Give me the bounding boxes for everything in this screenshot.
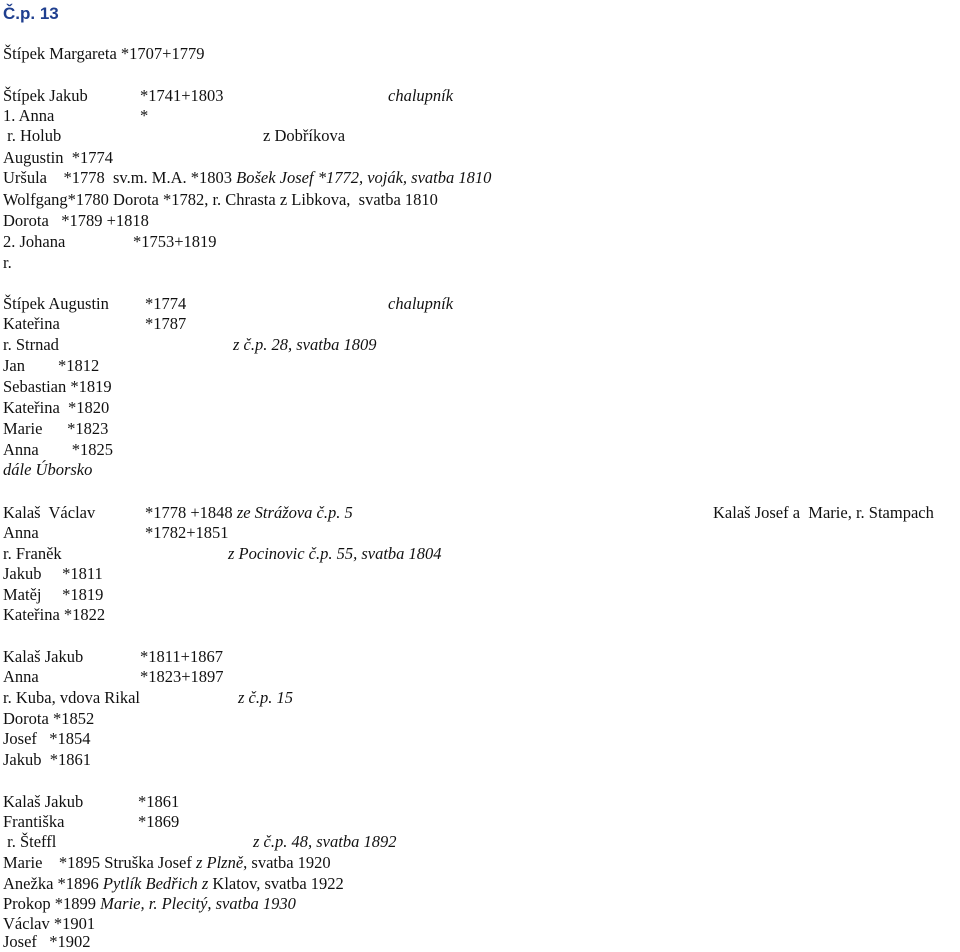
vaclav-parents: Kalaš Josef a Marie, r. Stampach	[713, 503, 934, 522]
wife-maiden: r. Strnad	[3, 335, 59, 354]
wife1-name: 1. Anna	[3, 106, 55, 125]
jakub-name: Kalaš Jakub	[3, 647, 84, 666]
augustin-occupation: chalupník	[388, 294, 454, 313]
line-margareta: Štípek Margareta *1707+1779	[3, 44, 205, 63]
child-augustin: Augustin *1774	[3, 148, 114, 167]
vaclav-name: Kalaš Václav	[3, 503, 96, 522]
wife-maiden: r. Šteffl	[3, 832, 57, 851]
wife2-name: 2. Johana	[3, 232, 66, 251]
child-dorota: Dorota *1789 +1818	[3, 211, 149, 230]
child-prokop: Prokop *1899 Marie, r. Plecitý, svatba 1930	[3, 894, 296, 913]
wife-origin: z č.p. 48, svatba 1892	[253, 832, 397, 851]
vaclav-dates-origin: *1778 +1848 ze Strážova č.p. 5	[145, 503, 353, 522]
child-josef: Josef *1902	[3, 932, 91, 951]
child-ursula: Uršula *1778 sv.m. M.A. *1803 Bošek Josef *1772, voják, svatba 1810	[3, 168, 492, 187]
wife-name: Anna	[3, 523, 39, 542]
augustin-dates: *1774	[145, 294, 187, 313]
wife1-origin: z Dobříkova	[263, 126, 346, 145]
child-anna: Anna *1825	[3, 440, 113, 459]
wife-name: Františka	[3, 812, 65, 831]
jakub-occupation: chalupník	[388, 86, 454, 105]
child-sebastian: Sebastian *1819	[3, 377, 112, 396]
jakub-dates: *1861	[138, 792, 180, 811]
child-jan: Jan *1812	[3, 356, 100, 375]
wife-origin: z č.p. 15	[238, 688, 293, 707]
child-marie: Marie *1895 Struška Josef z Plzně, svatba 1920	[3, 853, 331, 872]
child-marie: Marie *1823	[3, 419, 109, 438]
child-matej: Matěj *1819	[3, 585, 104, 604]
wife-dates: *1823+1897	[140, 667, 224, 686]
wife1-maiden: r. Holub	[3, 126, 62, 145]
wife-origin: z Pocinovic č.p. 55, svatba 1804	[228, 544, 442, 563]
continuation-note: dále Úborsko	[3, 460, 93, 479]
jakub-dates: *1811+1867	[140, 647, 223, 666]
wife-name: Kateřina	[3, 314, 60, 333]
child-vaclav: Václav *1901	[3, 914, 96, 933]
jakub-name: Kalaš Jakub	[3, 792, 84, 811]
wife-dates: *1782+1851	[145, 523, 229, 542]
wife-origin: z č.p. 28, svatba 1809	[233, 335, 377, 354]
jakub-dates: *1741+1803	[140, 86, 224, 105]
child-josef: Josef *1854	[3, 729, 91, 748]
child-jakub: Jakub *1811	[3, 564, 103, 583]
wife-name: Anna	[3, 667, 39, 686]
jakub-name: Štípek Jakub	[3, 86, 88, 105]
child-dorota: Dorota *1852	[3, 709, 95, 728]
wife2-maiden: r.	[3, 253, 12, 272]
child-wolfgang: Wolfgang*1780 Dorota *1782, r. Chrasta z Libkova, svatba 1810	[3, 190, 438, 209]
child-anezka: Anežka *1896 Pytlík Bedřich z Klatov, svatba 1922	[3, 874, 344, 893]
augustin-name: Štípek Augustin	[3, 294, 109, 313]
page-heading: Č.p. 13	[3, 4, 59, 23]
child-jakub: Jakub *1861	[3, 750, 91, 769]
wife-dates: *1787	[145, 314, 187, 333]
wife-maiden: r. Kuba, vdova Rikal	[3, 688, 141, 707]
child-katerina: Kateřina *1822	[3, 605, 106, 624]
child-katerina: Kateřina *1820	[3, 398, 110, 417]
wife1-dates: *	[140, 106, 149, 125]
wife2-dates: *1753+1819	[133, 232, 217, 251]
wife-dates: *1869	[138, 812, 180, 831]
wife-maiden: r. Franěk	[3, 544, 62, 563]
